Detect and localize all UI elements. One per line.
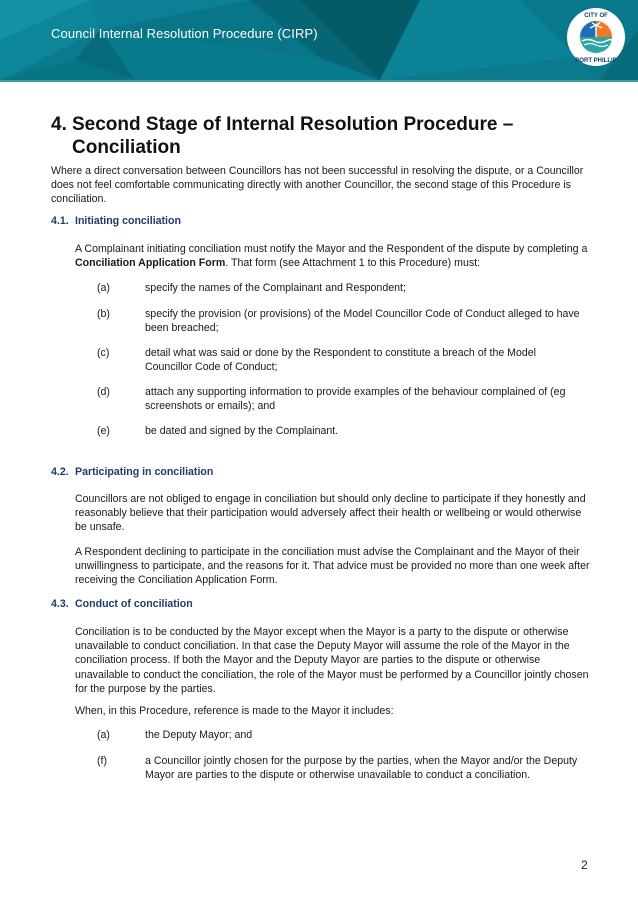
sub1-paragraph <box>75 242 595 270</box>
list-item-label: (a) <box>97 282 110 294</box>
list-item-label: (e) <box>97 425 110 437</box>
section-number: 4. <box>51 114 67 135</box>
sub1-para-text-end: . That form (see Attachment 1 to this Procedure) must: <box>225 257 481 270</box>
section-intro: Where a direct conversation between Councillors has not been successful in resolving the dispute, or a Councillor does not feel comfortable communicating directly with another Councillor, the second stage of this Procedure is conciliation. <box>51 165 584 206</box>
subsection-heading-4-1 <box>51 215 181 227</box>
list-item-label: (b) <box>97 308 110 320</box>
subsection-number: 4.1. <box>51 215 69 227</box>
section-title-line2: Conciliation <box>72 137 181 158</box>
subsection-title: Conduct of conciliation <box>75 598 193 610</box>
svg-text:PORT PHILLIP: PORT PHILLIP <box>575 58 617 64</box>
list-item-label: (a) <box>97 729 110 741</box>
page-number: 2 <box>581 858 588 872</box>
list-item-text: detail what was said or done by the Respondent to constitute a breach of the Model Councillor Code of Conduct; <box>145 347 537 373</box>
list-item-text: be dated and signed by the Complainant. <box>145 425 339 437</box>
list-item-text: specify the names of the Complainant and Respondent; <box>145 282 406 294</box>
list-item-label: (c) <box>97 347 110 359</box>
form-name-bold: Conciliation Application Form <box>75 257 226 270</box>
page-header-banner <box>0 0 638 80</box>
sub3-paragraph-1: Conciliation is to be conducted by the Mayor except when the Mayor is a party to the dispute or otherwise unavailable to conduct conciliation. In that case the Deputy Mayor will assume the role of the Mayor in the conciliation process. If both the Mayor and the Deputy Mayor are parties to the dispute or otherwise unavailable to conduct the conciliation, the role of the Mayor must be performed by a Councillor jointly chosen for the purpose by the parties. <box>75 626 589 695</box>
subsection-title: Initiating conciliation <box>75 215 181 227</box>
list-item-text: attach any supporting information to provide examples of the behaviour complained of (eg screenshots or emails); and <box>145 386 566 412</box>
subsection-heading-4-3 <box>51 598 193 610</box>
sub2-paragraph-1: Councillors are not obliged to engage in conciliation but should only decline to participate if they honestly and reasonably believe that their participation would adversely affect their health or wellbeing or would otherwise be unsafe. <box>75 493 586 534</box>
sub1-para-text: A Complainant initiating conciliation must notify the Mayor and the Respondent of the dispute by completing a <box>75 243 588 255</box>
list-item-text: specify the provision (or provisions) of the Model Councillor Code of Conduct alleged to have been breached; <box>145 308 580 334</box>
subsection-number: 4.3. <box>51 598 69 610</box>
document-title: Council Internal Resolution Procedure (CIRP) <box>51 26 318 41</box>
subsection-number: 4.2. <box>51 466 69 478</box>
sub3-paragraph-2: When, in this Procedure, reference is made to the Mayor it includes: <box>75 705 394 717</box>
list-item-text: the Deputy Mayor; and <box>145 729 253 741</box>
header-bottom-strip <box>0 80 638 82</box>
list-item-text: a Councillor jointly chosen for the purpose by the parties, when the Mayor and/or the Deputy Mayor are parties to the dispute or otherwise unavailable to conduct a conciliation. <box>145 755 578 781</box>
sub2-paragraph-2: A Respondent declining to participate in the conciliation must advise the Complainant and the Mayor of their unwillingness to participate, and the reasons for it. That advice must be provided no more than one week after receiving the Conciliation Application Form. <box>75 546 590 587</box>
section-heading <box>51 113 591 159</box>
list-item-label: (d) <box>97 386 110 398</box>
subsection-title: Participating in conciliation <box>75 466 214 478</box>
section-title-line1: Second Stage of Internal Resolution Procedure – <box>72 114 514 135</box>
svg-text:CITY OF: CITY OF <box>584 13 608 19</box>
subsection-heading-4-2 <box>51 466 213 478</box>
list-item-label: (f) <box>97 755 107 767</box>
city-of-port-phillip-logo-icon <box>566 7 626 67</box>
